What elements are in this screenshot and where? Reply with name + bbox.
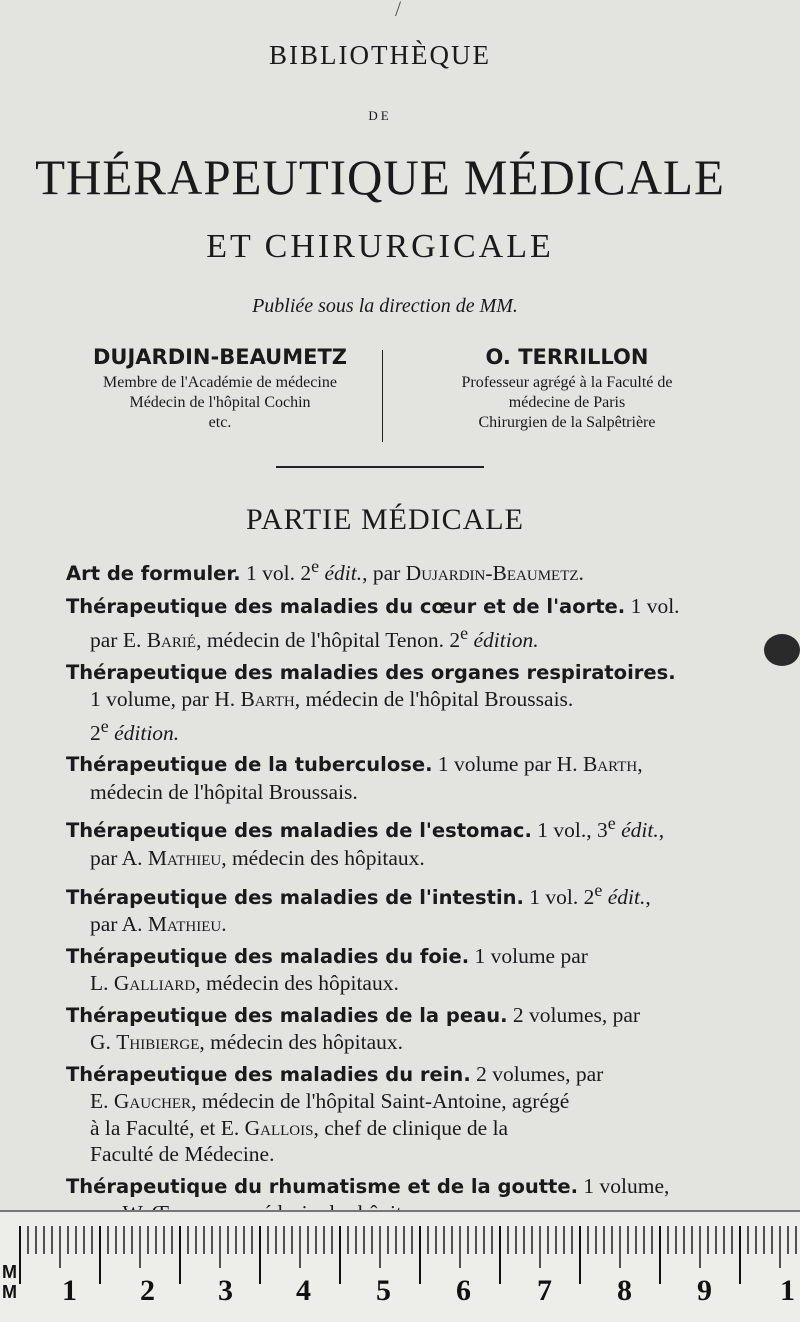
entry-text: , (645, 884, 651, 909)
entry-text: , chef de clinique de la (313, 1115, 509, 1140)
entry-author: Gallois (244, 1115, 314, 1140)
ruler-unit-letter: M (2, 1282, 17, 1302)
entry-title: Art de formuler. (66, 562, 241, 586)
entry-title: Thérapeutique du rhumatisme et de la goutte. (66, 1174, 578, 1198)
entry-text: 1 volume par H. (432, 752, 583, 777)
director-line: Membre de l'Académie de médecine (103, 374, 337, 391)
entry-text: médecin de l'hôpital Broussais. (90, 779, 358, 804)
entry-title: Thérapeutique des maladies du cœur et de l'aorte. (66, 594, 626, 618)
entry-author: Barth (240, 687, 295, 712)
entry-sup: e (100, 715, 109, 736)
entry-text: , médecin des hôpitaux. (195, 971, 399, 996)
pagination-mark: / (395, 0, 402, 21)
ruler-number: 6 (456, 1274, 471, 1307)
ruler-number: 5 (376, 1274, 391, 1307)
entry-text: G. (90, 1030, 117, 1055)
entry-text: 1 vol., 3 (531, 818, 608, 843)
entry-author: Galliard (113, 971, 196, 996)
title-line-4: ET CHIRURGICALE (206, 228, 554, 265)
subtitle: Publiée sous la direction de MM. (252, 295, 518, 317)
entry-text: 2 (90, 720, 101, 745)
entry-text: par A. (90, 846, 148, 871)
column-divider (382, 350, 383, 442)
entry-text: , médecin de l'hôpital Tenon. 2 (196, 628, 461, 653)
entry-italic: édit. (615, 818, 659, 843)
ruler-number: 4 (296, 1274, 311, 1307)
list-item (66, 553, 712, 588)
entry-text: . (578, 561, 584, 586)
section-title: PARTIE MÉDICALE (246, 503, 524, 536)
entry-text: 1 vol. (625, 593, 680, 618)
entry-text: , (658, 818, 665, 843)
director-name: DUJARDIN-BEAUMETZ (92, 345, 348, 369)
entry-text: 1 vol. 2 (240, 561, 312, 586)
entry-italic: édition. (108, 720, 180, 745)
entry-text: 1 volume par (469, 943, 588, 968)
entry-text: 1 volume, par H. (90, 687, 241, 712)
entry-text: , médecin des hôpitaux. (221, 846, 425, 871)
list-item (66, 810, 712, 871)
entry-author: Gaucher (113, 1089, 192, 1114)
measuring-ruler (0, 1210, 800, 1322)
entry-list (66, 553, 712, 1232)
entry-title: Thérapeutique des maladies du foie. (66, 944, 470, 968)
entry-author: Thibierge (116, 1030, 200, 1055)
list-item (66, 1061, 712, 1168)
entry-text: , (637, 752, 643, 777)
entry-text: L. (90, 971, 114, 996)
entry-author: Dujardin-Beaumetz (405, 561, 579, 586)
ruler-number: 2 (140, 1274, 155, 1307)
entry-title: Thérapeutique des maladies de la peau. (66, 1003, 508, 1027)
ruler-number: 8 (617, 1274, 632, 1307)
list-item (66, 593, 712, 654)
ruler-ticks (0, 1212, 800, 1322)
entry-text: 2 volumes, par (470, 1061, 604, 1086)
entry-author: Mathieu (147, 846, 222, 871)
entry-text: Faculté de Médecine. (90, 1142, 275, 1167)
list-item (66, 943, 712, 997)
entry-text: , médecin de l'hôpital Broussais. (294, 687, 574, 712)
entry-author: Barié (146, 628, 197, 653)
entry-author: Mathieu (147, 912, 222, 937)
director-left (50, 345, 390, 433)
entry-italic: édit. (319, 561, 363, 586)
title-line-2: DE (368, 108, 392, 123)
entry-text: à la Faculté, et E. (90, 1115, 245, 1140)
entry-text: , médecin de l'hôpital Saint-Antoine, agrégé (191, 1089, 570, 1114)
title-line-1: BIBLIOTHÈQUE (269, 40, 491, 70)
list-item (66, 751, 712, 805)
entry-italic: édit. (602, 884, 646, 909)
entry-text: . (221, 912, 227, 937)
entry-text: , par (362, 561, 406, 586)
director-line: Médecin de l'hôpital Cochin (129, 394, 311, 411)
list-item (66, 877, 712, 938)
director-right (392, 345, 742, 433)
entry-text: , médecin des hôpitaux. (199, 1030, 404, 1055)
director-line: Chirurgien de la Salpêtrière (478, 414, 656, 431)
entry-italic: édition. (468, 628, 539, 653)
entry-title: Thérapeutique des maladies de l'intestin. (66, 885, 524, 909)
entry-title: Thérapeutique des maladies du rein. (66, 1062, 471, 1086)
director-line: Professeur agrégé à la Faculté de (461, 374, 673, 391)
ruler-number: 7 (537, 1274, 552, 1307)
ruler-number: 3 (218, 1274, 233, 1307)
entry-text: par E. (90, 628, 147, 653)
ruler-unit-letter: M (2, 1262, 17, 1282)
ink-blot (764, 634, 800, 666)
entry-author: Barth (582, 752, 638, 777)
entry-text: E. (90, 1089, 114, 1114)
entry-title: Thérapeutique de la tuberculose. (66, 753, 433, 777)
entry-text: 2 volumes, par (507, 1002, 641, 1027)
entry-text: par A. (90, 912, 148, 937)
entry-text: 1 vol. 2 (523, 884, 595, 909)
director-line: etc. (208, 414, 232, 431)
director-name: O. TERRILLON (485, 345, 649, 369)
ruler-number: 1 (780, 1274, 795, 1307)
entry-sup: e (607, 813, 616, 834)
entry-sup: e (460, 623, 469, 644)
list-item (66, 659, 712, 747)
entry-sup: e (311, 556, 320, 576)
horizontal-rule (276, 466, 484, 468)
entry-title: Thérapeutique des maladies des organes respiratoires. (66, 660, 676, 684)
list-item (66, 1002, 712, 1056)
entry-title: Thérapeutique des maladies de l'estomac. (66, 819, 532, 843)
entry-text: 1 volume, (578, 1173, 670, 1198)
ruler-number: 1 (62, 1274, 77, 1307)
entry-sup: e (594, 879, 603, 900)
director-line: médecine de Paris (508, 394, 626, 411)
ruler-number: 9 (697, 1274, 712, 1307)
title-line-3: THÉRAPEUTIQUE MÉDICALE (35, 149, 725, 205)
